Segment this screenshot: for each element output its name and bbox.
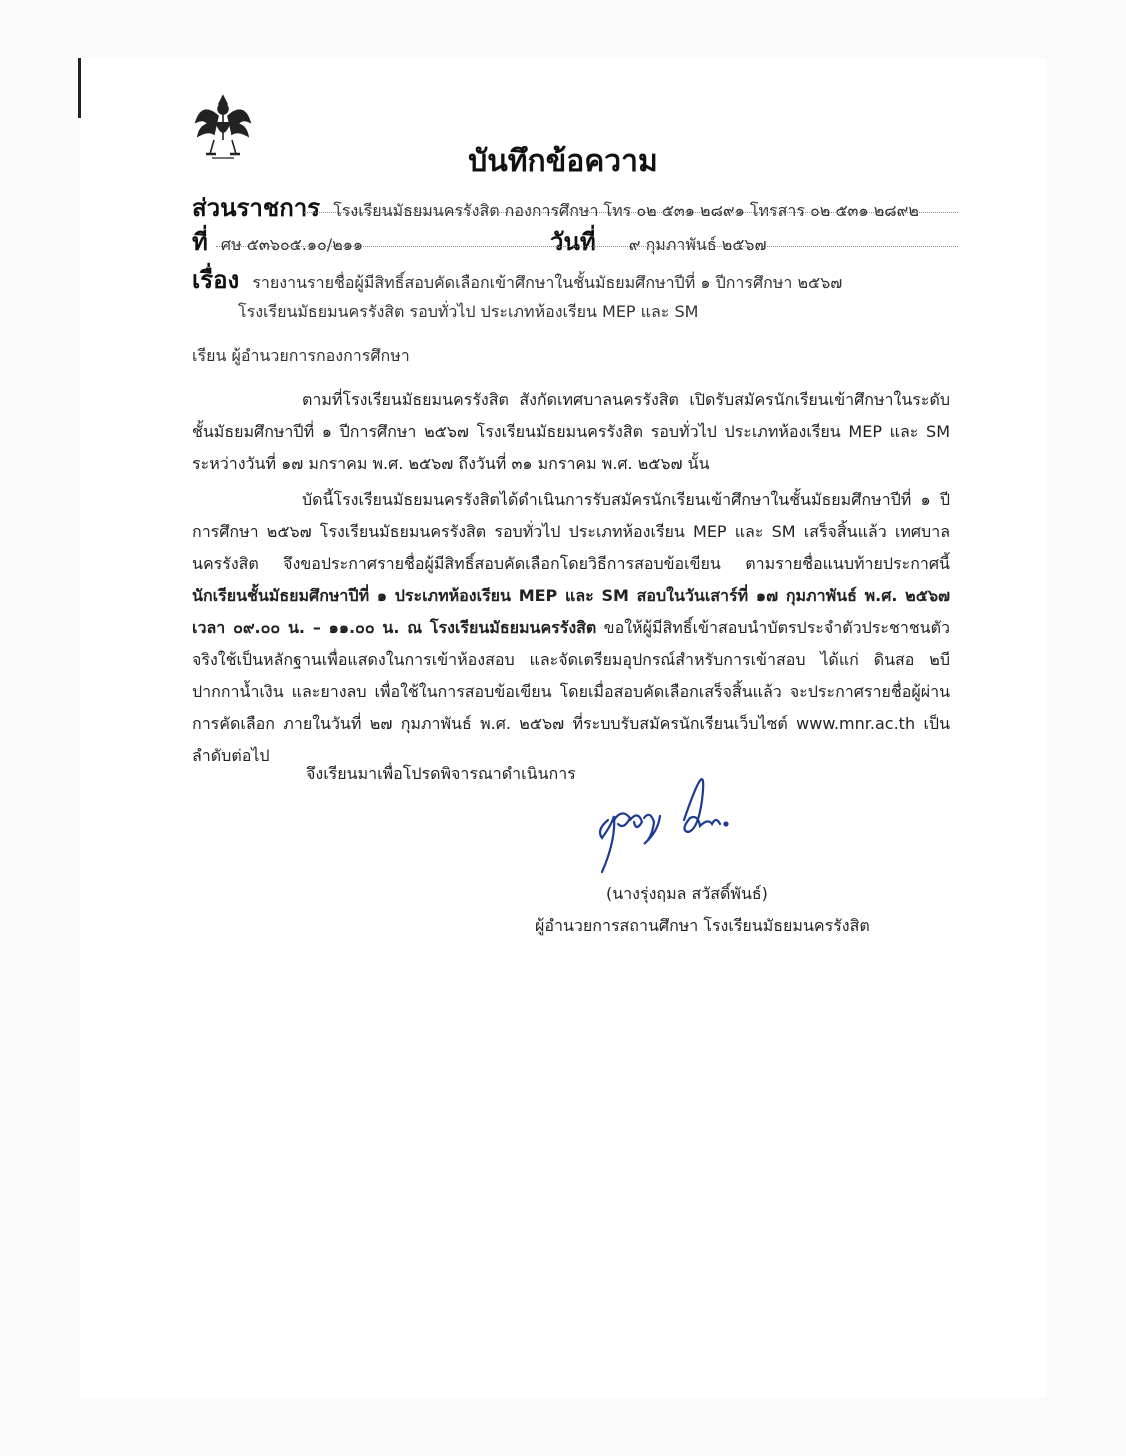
exam-schedule-bold: นักเรียนชั้นมัธยมศึกษาปีที่ ๑ ประเภทห้องเรียน MEP และ SM สอบในวันเสาร์ที่ ๑๗ กุมภาพันธ์ พ.ศ. ๒๕๖๗ เวลา ๐๙.๐๐ น. – ๑๑.๐๐ น. ณ โรงเรียนมัธยมนครรังสิต — [192, 586, 950, 637]
signer-title: ผู้อำนวยการสถานศึกษา โรงเรียนมัธยมนครรังสิต — [535, 916, 870, 935]
paragraph-2-intro: บัดนี้โรงเรียนมัธยมนครรังสิตได้ดำเนินการรับสมัครนักเรียนเข้าศึกษาในชั้นมัธยมศึกษาปีที่ ๑ ปีการศึกษา ๒๕๖๗ โรงเรียนมัธยมนครรังสิต รอบทั่วไป ประเภทห้องเรียน MEP และ SM เสร็จสิ้นแล้ว เทศบาลนครรังสิต จึงขอประกาศรายชื่อผู้มีสิทธิ์สอบคัดเลือกโดยวิธีการสอบข้อเขียน ตามรายชื่อแนบท้ายประกาศนี้ — [192, 490, 950, 573]
paragraph-2-details: ขอให้ผู้มีสิทธิ์เข้าสอบนำบัตรประจำตัวประชาชนตัวจริงใช้เป็นหลักฐานเพื่อแสดงในการเข้าห้องสอบ และจัดเตรียมอุปกรณ์สำหรับการเข้าสอบ ได้แก่ ดินสอ ๒บี ปากกาน้ำเงิน และยางลบ เพื่อใช้ในการสอบข้อเขียน โดยเมื่อสอบคัดเลือกเสร็จสิ้นแล้ว จะประกาศรายชื่อผู้ผ่านการคัดเลือก ภายในวันที่ ๒๗ กุมภาพันธ์ พ.ศ. ๒๕๖๗ ที่ระบบรับสมัครนักเรียนเว็บไซต์ www.mnr.ac.th เป็นลำดับต่อไป — [192, 618, 950, 765]
closing-line: จึงเรียนมาเพื่อโปรดพิจารณาดำเนินการ — [306, 764, 576, 783]
subject-line-1: รายงานรายชื่อผู้มีสิทธิ์สอบคัดเลือกเข้าศึกษาในชั้นมัธยมศึกษาปีที่ ๑ ปีการศึกษา ๒๕๖๗ — [252, 273, 843, 292]
department-row — [192, 188, 958, 222]
date-group — [550, 222, 767, 261]
ref-date-row — [192, 222, 958, 256]
date-value: ๙ กุมภาพันธ์ ๒๕๖๗ — [628, 235, 767, 254]
signer-name: (นางรุ่งฤมล สวัสดิ์พันธ์) — [606, 884, 768, 903]
memo-title: บันทึกข้อความ — [468, 144, 658, 179]
salutation: เรียน ผู้อำนวยการกองการศึกษา — [192, 346, 410, 365]
department-value: โรงเรียนมัธยมนครรังสิต กองการศึกษา โทร ๐๒ ๕๓๑ ๒๘๙๑ โทรสาร ๐๒ ๕๓๑ ๒๘๙๒ — [333, 201, 919, 220]
department-underline — [304, 212, 958, 213]
date-label: วันที่ — [550, 228, 596, 256]
subject-label: เรื่อง — [192, 266, 240, 294]
ref-value: ศษ ๕๓๖๐๕.๑๐/๒๑๑ — [220, 235, 364, 254]
paragraph-2 — [192, 484, 950, 772]
subject-row — [192, 260, 958, 294]
signature-icon — [588, 760, 738, 880]
subject-line-2: โรงเรียนมัธยมนครรังสิต รอบทั่วไป ประเภทห้องเรียน MEP และ SM — [238, 302, 699, 321]
scan-edge-mark — [78, 58, 81, 118]
department-label: ส่วนราชการ — [192, 194, 321, 222]
ref-label: ที่ — [192, 228, 208, 256]
paragraph-1: ตามที่โรงเรียนมัธยมนครรังสิต สังกัดเทศบาลนครรังสิต เปิดรับสมัครนักเรียนเข้าศึกษาในระดับชั้นมัธยมศึกษาปีที่ ๑ ปีการศึกษา ๒๕๖๗ โรงเรียนมัธยมนครรังสิต รอบทั่วไป ประเภทห้องเรียน MEP และ SM ระหว่างวันที่ ๑๗ มกราคม พ.ศ. ๒๕๖๗ ถึงวันที่ ๓๑ มกราคม พ.ศ. ๒๕๖๗ นั้น — [192, 390, 950, 473]
ref-date-underline — [216, 246, 958, 247]
